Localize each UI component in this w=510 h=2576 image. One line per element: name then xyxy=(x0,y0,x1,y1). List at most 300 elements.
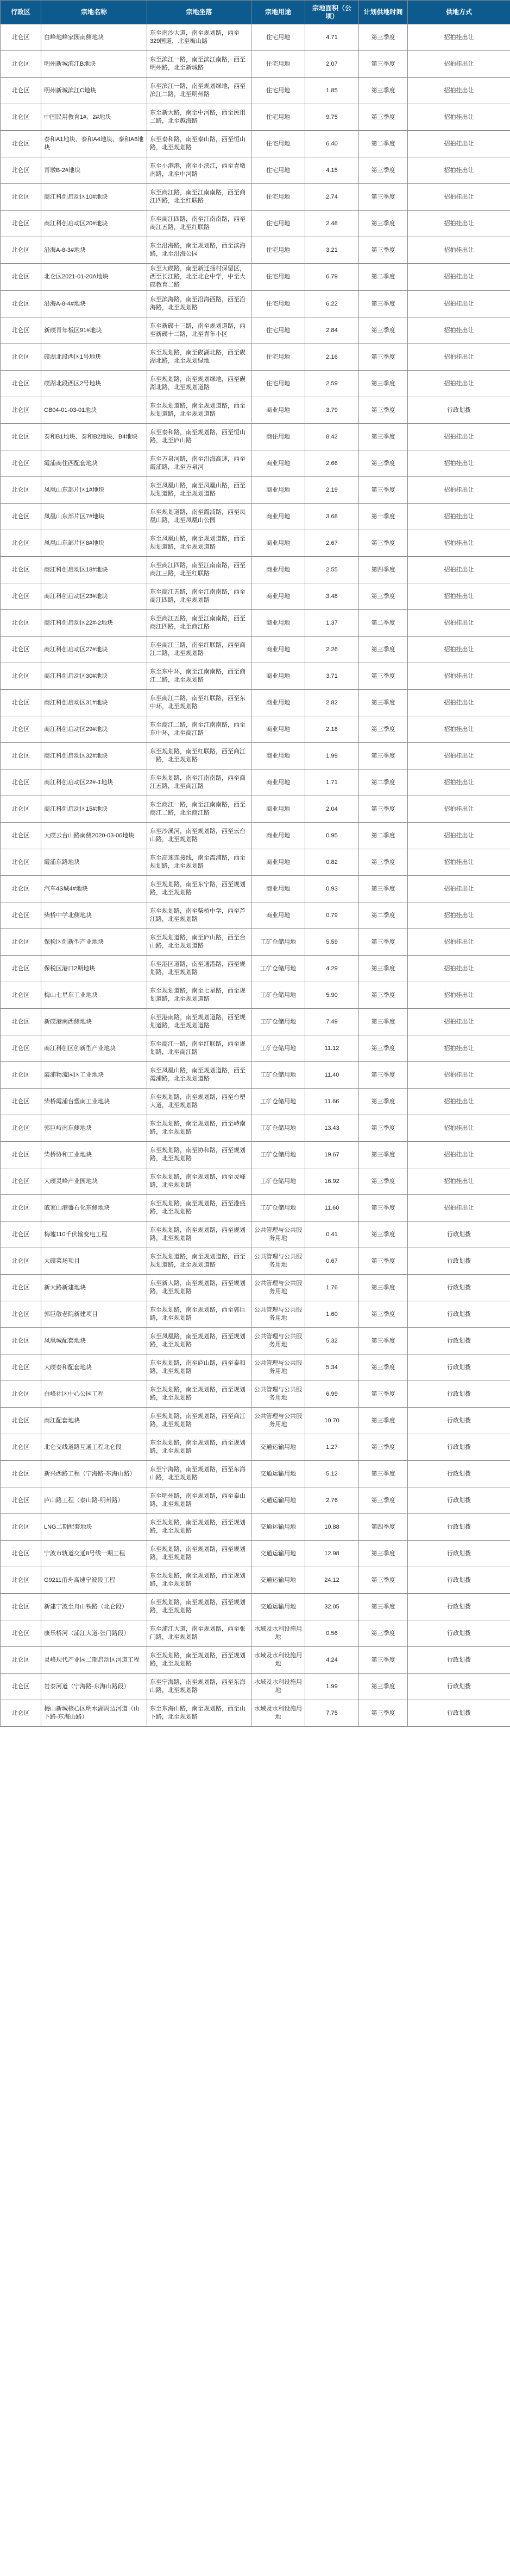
supply-time-cell: 第三季度 xyxy=(359,371,408,397)
land-use-cell: 住宅用地 xyxy=(251,317,305,344)
parcel-location-cell: 东至滨江一路，南至规划绿地，西至滨江二路，北至明州路 xyxy=(147,78,251,104)
parcel-location-cell: 东至滨江一路，南至滨江南路，西至明州路，北至新城路 xyxy=(147,51,251,78)
supply-method-cell: 招拍挂出让 xyxy=(408,24,510,51)
parcel-name-cell: 梅山七星东工业地块 xyxy=(41,982,147,1009)
land-use-cell: 住宅用地 xyxy=(251,78,305,104)
district-cell: 北仑区 xyxy=(1,344,41,371)
parcel-location-cell: 东至规划路，南至庐山路，西至泰和路，北至规划路 xyxy=(147,1354,251,1381)
land-use-cell: 住宅用地 xyxy=(251,51,305,78)
land-use-cell: 工矿仓储用地 xyxy=(251,1009,305,1035)
area-cell: 10.70 xyxy=(305,1408,359,1434)
land-use-cell: 住宅用地 xyxy=(251,184,305,211)
land-use-cell: 工矿仓储用地 xyxy=(251,956,305,982)
table-row xyxy=(1,1594,510,1620)
supply-method-cell: 行政划拨 xyxy=(408,1222,510,1248)
supply-time-cell: 第二季度 xyxy=(359,610,408,637)
supply-method-cell: 招拍挂出让 xyxy=(408,1115,510,1142)
area-cell: 2.19 xyxy=(305,477,359,504)
parcel-name-cell: 商江科创启动区20#地块 xyxy=(41,211,147,237)
parcel-location-cell: 东至新碶十三路，南至规划道路，西至新碶十二路，北至青年小区 xyxy=(147,317,251,344)
area-cell: 2.74 xyxy=(305,184,359,211)
district-cell: 北仑区 xyxy=(1,1035,41,1062)
parcel-location-cell: 东至商江五路，南至江南南路，西至商江四路，北至规划路 xyxy=(147,583,251,610)
parcel-location-cell: 东至商江二路，南至江南南路，西至东中环，北至商江路 xyxy=(147,716,251,743)
supply-time-cell: 第三季度 xyxy=(359,1541,408,1567)
table-row xyxy=(1,1674,510,1700)
supply-method-cell: 招拍挂出让 xyxy=(408,982,510,1009)
table-row xyxy=(1,1461,510,1487)
district-cell: 北仑区 xyxy=(1,291,41,317)
area-cell: 2.59 xyxy=(305,371,359,397)
parcel-location-cell: 东至凤凰山路，南至规划道路，西至霞浦路，北至规划道路 xyxy=(147,1062,251,1089)
supply-method-cell: 行政划拨 xyxy=(408,1328,510,1354)
area-cell: 11.12 xyxy=(305,1035,359,1062)
table-row xyxy=(1,929,510,956)
parcel-location-cell: 东至规划路，南至协和路，西至规划路，北至规划路 xyxy=(147,1142,251,1168)
area-cell: 6.79 xyxy=(305,264,359,291)
district-cell: 北仑区 xyxy=(1,902,41,929)
table-row xyxy=(1,1301,510,1328)
parcel-name-cell: 碶湖北段西区1号地块 xyxy=(41,344,147,371)
supply-method-cell: 招拍挂出让 xyxy=(408,211,510,237)
table-row xyxy=(1,1142,510,1168)
parcel-location-cell: 东至泰和路，南至泰山路，西至恒山路，北至规划路 xyxy=(147,131,251,157)
land-use-cell: 商业用地 xyxy=(251,610,305,637)
land-use-cell: 交通运输用地 xyxy=(251,1434,305,1461)
land-use-cell: 水域及水利设施用地 xyxy=(251,1620,305,1647)
area-cell: 0.95 xyxy=(305,823,359,849)
supply-method-cell: 招拍挂出让 xyxy=(408,450,510,477)
parcel-location-cell: 东至规划路，南至规划路，西至规划路，北至规划路 xyxy=(147,1567,251,1594)
parcel-location-cell: 东至规划路，南至东宁路，西至规划路，北至规划路 xyxy=(147,876,251,902)
table-row xyxy=(1,397,510,424)
area-cell: 6.99 xyxy=(305,1381,359,1408)
supply-method-cell: 招拍挂出让 xyxy=(408,1168,510,1195)
land-use-cell: 住宅用地 xyxy=(251,291,305,317)
table-header-row xyxy=(1,1,510,24)
table-row xyxy=(1,557,510,583)
district-cell: 北仑区 xyxy=(1,397,41,424)
supply-time-cell: 第二季度 xyxy=(359,823,408,849)
supply-method-cell: 行政划拨 xyxy=(408,1408,510,1434)
parcel-name-cell: 商江科创启动区27#地块 xyxy=(41,637,147,663)
parcel-name-cell: 沿海A-8-4#地块 xyxy=(41,291,147,317)
district-cell: 北仑区 xyxy=(1,557,41,583)
parcel-name-cell: 康乐桥河（浦江大道-张门路段） xyxy=(41,1620,147,1647)
parcel-location-cell: 东至规划路，南至规划绿地，西至碶湖北路，北至规划道路 xyxy=(147,371,251,397)
district-cell: 北仑区 xyxy=(1,211,41,237)
supply-method-cell: 招拍挂出让 xyxy=(408,663,510,690)
parcel-name-cell: 霞浦东路地块 xyxy=(41,849,147,876)
table-row xyxy=(1,1541,510,1567)
supply-time-cell: 第三季度 xyxy=(359,1461,408,1487)
parcel-name-cell: 商江科创启动区31#地块 xyxy=(41,690,147,716)
table-row xyxy=(1,1328,510,1354)
parcel-location-cell: 东至规划道路，南至霞浦路，西至凤凰山路，北至凤凰山公园 xyxy=(147,504,251,530)
area-cell: 13.43 xyxy=(305,1115,359,1142)
supply-method-cell: 行政划拨 xyxy=(408,1567,510,1594)
area-cell: 2.76 xyxy=(305,1487,359,1514)
district-cell: 北仑区 xyxy=(1,982,41,1009)
supply-method-cell: 招拍挂出让 xyxy=(408,743,510,769)
area-cell: 3.48 xyxy=(305,583,359,610)
supply-time-cell: 第三季度 xyxy=(359,1222,408,1248)
parcel-location-cell: 东至滨海路，南至沿海西路，西至沿海路，北至规划路 xyxy=(147,291,251,317)
land-use-cell: 商业用地 xyxy=(251,823,305,849)
land-use-cell: 工矿仓储用地 xyxy=(251,1035,305,1062)
table-row xyxy=(1,583,510,610)
parcel-name-cell: 大碶云台山路南侧2020-03-06地块 xyxy=(41,823,147,849)
land-use-cell: 交通运输用地 xyxy=(251,1541,305,1567)
land-use-cell: 商业用地 xyxy=(251,504,305,530)
parcel-name-cell: 商江科创启动区18#地块 xyxy=(41,557,147,583)
land-use-cell: 工矿仓储用地 xyxy=(251,1195,305,1222)
supply-method-cell: 招拍挂出让 xyxy=(408,929,510,956)
parcel-name-cell: 凤凰山东部片区7#地块 xyxy=(41,504,147,530)
parcel-name-cell: 梅墟110千伏输变电工程 xyxy=(41,1222,147,1248)
supply-time-cell: 第三季度 xyxy=(359,849,408,876)
district-cell: 北仑区 xyxy=(1,51,41,78)
district-cell: 北仑区 xyxy=(1,929,41,956)
land-use-cell: 水域及水利设施用地 xyxy=(251,1700,305,1727)
supply-time-cell: 第三季度 xyxy=(359,1408,408,1434)
parcel-location-cell: 东至商江一路，南至江南南路，西至商江二路，北至商江路 xyxy=(147,796,251,823)
parcel-name-cell: 沿海A-8-3#地块 xyxy=(41,237,147,264)
area-cell: 12.98 xyxy=(305,1541,359,1567)
land-use-cell: 工矿仓储用地 xyxy=(251,1062,305,1089)
supply-method-cell: 招拍挂出让 xyxy=(408,184,510,211)
land-use-cell: 公共管理与公共服务用地 xyxy=(251,1275,305,1301)
supply-method-cell: 招拍挂出让 xyxy=(408,956,510,982)
area-cell: 0.82 xyxy=(305,849,359,876)
table-row xyxy=(1,743,510,769)
table-row xyxy=(1,157,510,184)
parcel-location-cell: 东至规划路，南至碶湖北路，西至碶湖北路，北至规划绿地 xyxy=(147,344,251,371)
supply-method-cell: 招拍挂出让 xyxy=(408,1195,510,1222)
land-use-cell: 交通运输用地 xyxy=(251,1461,305,1487)
area-cell: 5.32 xyxy=(305,1328,359,1354)
area-cell: 1.60 xyxy=(305,1301,359,1328)
district-cell: 北仑区 xyxy=(1,769,41,796)
parcel-name-cell: CB04-01-03-01地块 xyxy=(41,397,147,424)
table-row xyxy=(1,1248,510,1275)
land-use-cell: 交通运输用地 xyxy=(251,1594,305,1620)
table-row xyxy=(1,663,510,690)
district-cell: 北仑区 xyxy=(1,1195,41,1222)
table-row xyxy=(1,51,510,78)
supply-time-cell: 第三季度 xyxy=(359,1301,408,1328)
district-cell: 北仑区 xyxy=(1,796,41,823)
supply-time-cell: 第三季度 xyxy=(359,1115,408,1142)
parcel-location-cell: 东至浦江大道，南至规划路，西至张门路，北至规划路 xyxy=(147,1620,251,1647)
parcel-name-cell: 岩泰河道（宁海路-东海山路段） xyxy=(41,1674,147,1700)
table-row xyxy=(1,1487,510,1514)
table-row xyxy=(1,344,510,371)
table-row xyxy=(1,371,510,397)
supply-time-cell: 第三季度 xyxy=(359,1674,408,1700)
header-parcel-location: 宗地坐落 xyxy=(147,1,251,24)
table-row xyxy=(1,24,510,51)
parcel-location-cell: 东至商江一路，南至红联路，西至规划路，北至商江路 xyxy=(147,1035,251,1062)
parcel-name-cell: 泰和A1地块、泰和A4地块、泰和A6地块 xyxy=(41,131,147,157)
area-cell: 6.40 xyxy=(305,131,359,157)
supply-time-cell: 第二季度 xyxy=(359,769,408,796)
supply-method-cell: 招拍挂出让 xyxy=(408,344,510,371)
land-use-cell: 公共管理与公共服务用地 xyxy=(251,1222,305,1248)
supply-method-cell: 招拍挂出让 xyxy=(408,1009,510,1035)
supply-method-cell: 行政划拨 xyxy=(408,1275,510,1301)
land-use-cell: 商业用地 xyxy=(251,397,305,424)
table-row xyxy=(1,131,510,157)
supply-method-cell: 招拍挂出让 xyxy=(408,477,510,504)
supply-method-cell: 行政划拨 xyxy=(408,1301,510,1328)
district-cell: 北仑区 xyxy=(1,1514,41,1541)
parcel-location-cell: 东至泰和路，南至规划路，西至恒山路，北至庐山路 xyxy=(147,424,251,450)
parcel-location-cell: 东至商江四路，南至江南南路，西至商江五路，北至红联路 xyxy=(147,211,251,237)
table-body xyxy=(1,24,510,1727)
land-use-cell: 商业用地 xyxy=(251,902,305,929)
parcel-name-cell: 保税区港口2期地块 xyxy=(41,956,147,982)
parcel-location-cell: 东至商江五路，南至江南南路，西至商江四路，北至商江路 xyxy=(147,610,251,637)
district-cell: 北仑区 xyxy=(1,264,41,291)
district-cell: 北仑区 xyxy=(1,1142,41,1168)
area-cell: 7.49 xyxy=(305,1009,359,1035)
parcel-name-cell: LNG二期配套地块 xyxy=(41,1514,147,1541)
parcel-name-cell: 商江科创启动区29#地块 xyxy=(41,716,147,743)
parcel-location-cell: 东至商江四路，南至江南南路，西至商江三路，北至红联路 xyxy=(147,557,251,583)
header-parcel-name: 宗地名称 xyxy=(41,1,147,24)
supply-time-cell: 第三季度 xyxy=(359,716,408,743)
area-cell: 5.34 xyxy=(305,1354,359,1381)
parcel-location-cell: 东至凤凰山路，南至凤凰山路，西至规划道路，北至规划道路 xyxy=(147,477,251,504)
land-use-cell: 工矿仓储用地 xyxy=(251,982,305,1009)
area-cell: 2.48 xyxy=(305,211,359,237)
parcel-location-cell: 东至南沙大道，南至规划路，西至329国道，北至梅山路 xyxy=(147,24,251,51)
area-cell: 4.71 xyxy=(305,24,359,51)
parcel-name-cell: 商江科创启动区22#-1地块 xyxy=(41,769,147,796)
supply-method-cell: 招拍挂出让 xyxy=(408,157,510,184)
supply-method-cell: 招拍挂出让 xyxy=(408,690,510,716)
area-cell: 1.99 xyxy=(305,743,359,769)
supply-time-cell: 第三季度 xyxy=(359,344,408,371)
table-row xyxy=(1,1434,510,1461)
parcel-location-cell: 东至沿海路，南至规划路，西至滨海路，北至沿海公园 xyxy=(147,237,251,264)
parcel-name-cell: 新大路新建地块 xyxy=(41,1275,147,1301)
supply-time-cell: 第三季度 xyxy=(359,1594,408,1620)
table-row xyxy=(1,823,510,849)
supply-method-cell: 招拍挂出让 xyxy=(408,78,510,104)
supply-method-cell: 招拍挂出让 xyxy=(408,291,510,317)
table-row xyxy=(1,637,510,663)
supply-method-cell: 招拍挂出让 xyxy=(408,371,510,397)
area-cell: 19.67 xyxy=(305,1142,359,1168)
supply-method-cell: 招拍挂出让 xyxy=(408,1062,510,1089)
parcel-name-cell: 大碶灵峰产业园地块 xyxy=(41,1168,147,1195)
district-cell: 北仑区 xyxy=(1,956,41,982)
area-cell: 2.04 xyxy=(305,796,359,823)
table-row xyxy=(1,104,510,131)
parcel-name-cell: 凤凰城配套地块 xyxy=(41,1328,147,1354)
parcel-name-cell: 中国民用教育1#、2#地块 xyxy=(41,104,147,131)
supply-time-cell: 第二季度 xyxy=(359,264,408,291)
supply-method-cell: 招拍挂出让 xyxy=(408,876,510,902)
supply-time-cell: 第三季度 xyxy=(359,424,408,450)
table-row xyxy=(1,690,510,716)
parcel-location-cell: 东至宁海路，南至规划路，西至东海山路，北至规划路 xyxy=(147,1461,251,1487)
parcel-name-cell: 北仑区2021-01-20A地块 xyxy=(41,264,147,291)
district-cell: 北仑区 xyxy=(1,1301,41,1328)
supply-method-cell: 行政划拨 xyxy=(408,1354,510,1381)
parcel-location-cell: 东至规划道路，南至规划道路，西至规划道路，北至规划道路 xyxy=(147,397,251,424)
area-cell: 0.67 xyxy=(305,1248,359,1275)
supply-time-cell: 第四季度 xyxy=(359,557,408,583)
district-cell: 北仑区 xyxy=(1,1354,41,1381)
land-use-cell: 住宅用地 xyxy=(251,264,305,291)
parcel-name-cell: 戚家山港盛石化东侧地块 xyxy=(41,1195,147,1222)
supply-time-cell: 第二季度 xyxy=(359,902,408,929)
parcel-name-cell: 庐山路工程（泰山路-明州路） xyxy=(41,1487,147,1514)
district-cell: 北仑区 xyxy=(1,1594,41,1620)
supply-method-cell: 招拍挂出让 xyxy=(408,131,510,157)
table-row xyxy=(1,211,510,237)
supply-time-cell: 第四季度 xyxy=(359,1514,408,1541)
parcel-name-cell: 明州新城滨江C地块 xyxy=(41,78,147,104)
district-cell: 北仑区 xyxy=(1,1275,41,1301)
land-use-cell: 商业用地 xyxy=(251,477,305,504)
supply-method-cell: 行政划拨 xyxy=(408,1381,510,1408)
district-cell: 北仑区 xyxy=(1,1062,41,1089)
parcel-name-cell: 灵峰现代产业园二期启动区河道工程 xyxy=(41,1647,147,1674)
district-cell: 北仑区 xyxy=(1,1541,41,1567)
supply-time-cell: 第三季度 xyxy=(359,796,408,823)
supply-method-cell: 行政划拨 xyxy=(408,1461,510,1487)
area-cell: 2.26 xyxy=(305,637,359,663)
land-use-cell: 商业用地 xyxy=(251,849,305,876)
table-row xyxy=(1,769,510,796)
supply-time-cell: 第三季度 xyxy=(359,237,408,264)
district-cell: 北仑区 xyxy=(1,184,41,211)
land-use-cell: 商住用地 xyxy=(251,424,305,450)
parcel-location-cell: 东至规划道路，南至七星路，西至规划道路，北至规划道路 xyxy=(147,982,251,1009)
supply-method-cell: 行政划拨 xyxy=(408,1674,510,1700)
parcel-location-cell: 东至凤凰山路，南至规划道路，西至规划道路，北至规划道路 xyxy=(147,530,251,557)
table-row xyxy=(1,849,510,876)
supply-time-cell: 第三季度 xyxy=(359,397,408,424)
district-cell: 北仑区 xyxy=(1,849,41,876)
parcel-name-cell: 商江科创启动区32#地块 xyxy=(41,743,147,769)
land-use-cell: 工矿仓储用地 xyxy=(251,1142,305,1168)
area-cell: 4.15 xyxy=(305,157,359,184)
supply-method-cell: 招拍挂出让 xyxy=(408,51,510,78)
table-row xyxy=(1,184,510,211)
land-use-cell: 商业用地 xyxy=(251,716,305,743)
supply-time-cell: 第三季度 xyxy=(359,1567,408,1594)
parcel-name-cell: 青墩B-2#地块 xyxy=(41,157,147,184)
district-cell: 北仑区 xyxy=(1,1328,41,1354)
area-cell: 2.07 xyxy=(305,51,359,78)
supply-time-cell: 第三季度 xyxy=(359,1275,408,1301)
parcel-location-cell: 东至沙溪河，南至规划路，西至云台山路，北至规划路 xyxy=(147,823,251,849)
supply-method-cell: 招拍挂出让 xyxy=(408,823,510,849)
district-cell: 北仑区 xyxy=(1,1487,41,1514)
area-cell: 5.59 xyxy=(305,929,359,956)
supply-method-cell: 行政划拨 xyxy=(408,1620,510,1647)
parcel-name-cell: 泰和B1地块、泰和B2地块、B4地块 xyxy=(41,424,147,450)
area-cell: 11.60 xyxy=(305,1195,359,1222)
district-cell: 北仑区 xyxy=(1,690,41,716)
supply-method-cell: 行政划拨 xyxy=(408,1434,510,1461)
area-cell: 1.27 xyxy=(305,1434,359,1461)
table-row xyxy=(1,1381,510,1408)
parcel-location-cell: 东至商江三路，南至红联路，西至商江二路，北至规划路 xyxy=(147,637,251,663)
district-cell: 北仑区 xyxy=(1,371,41,397)
parcel-name-cell: 霞浦商住西配套地块 xyxy=(41,450,147,477)
parcel-name-cell: 商江科创启动区15#地块 xyxy=(41,796,147,823)
area-cell: 3.71 xyxy=(305,663,359,690)
parcel-name-cell: 北仑交线道路互通工程北仑段 xyxy=(41,1434,147,1461)
district-cell: 北仑区 xyxy=(1,1089,41,1115)
area-cell: 3.21 xyxy=(305,237,359,264)
district-cell: 北仑区 xyxy=(1,1674,41,1700)
land-use-cell: 住宅用地 xyxy=(251,157,305,184)
supply-time-cell: 第三季度 xyxy=(359,663,408,690)
table-row xyxy=(1,1647,510,1674)
district-cell: 北仑区 xyxy=(1,104,41,131)
table-row xyxy=(1,1195,510,1222)
parcel-location-cell: 东至规划路，南至规划路，西至峙南路，北至规划路 xyxy=(147,1115,251,1142)
table-row xyxy=(1,1168,510,1195)
area-cell: 1.71 xyxy=(305,769,359,796)
land-use-cell: 商业用地 xyxy=(251,637,305,663)
parcel-location-cell: 东至东中环，南至江南南路，西至商江二路，北至规划路 xyxy=(147,663,251,690)
parcel-name-cell: 新碶青年板区91#地块 xyxy=(41,317,147,344)
land-use-cell: 公共管理与公共服务用地 xyxy=(251,1408,305,1434)
supply-method-cell: 招拍挂出让 xyxy=(408,1035,510,1062)
area-cell: 1.37 xyxy=(305,610,359,637)
land-use-cell: 住宅用地 xyxy=(251,237,305,264)
area-cell: 0.41 xyxy=(305,1222,359,1248)
supply-time-cell: 第三季度 xyxy=(359,1647,408,1674)
land-use-cell: 商业用地 xyxy=(251,690,305,716)
parcel-location-cell: 东至宁海路，南至规划路，西至东海山路，北至规划路 xyxy=(147,1674,251,1700)
parcel-location-cell: 东至规划路，南至规划路，西至灵峰路，北至规划路 xyxy=(147,1168,251,1195)
supply-time-cell: 第三季度 xyxy=(359,1700,408,1727)
parcel-name-cell: G9211甬舟高速宁波段工程 xyxy=(41,1567,147,1594)
district-cell: 北仑区 xyxy=(1,78,41,104)
district-cell: 北仑区 xyxy=(1,637,41,663)
district-cell: 北仑区 xyxy=(1,1461,41,1487)
supply-time-cell: 第三季度 xyxy=(359,1168,408,1195)
supply-time-cell: 第三季度 xyxy=(359,291,408,317)
parcel-location-cell: 东至规划路，南至柴桥中学，西至芦江路，北至规划路 xyxy=(147,902,251,929)
district-cell: 北仑区 xyxy=(1,504,41,530)
parcel-location-cell: 东至规划路，南至江南南路，西至商江五路，北至商江路 xyxy=(147,769,251,796)
district-cell: 北仑区 xyxy=(1,317,41,344)
area-cell: 2.66 xyxy=(305,450,359,477)
supply-method-cell: 招拍挂出让 xyxy=(408,610,510,637)
land-use-cell: 商业用地 xyxy=(251,530,305,557)
supply-time-cell: 第三季度 xyxy=(359,51,408,78)
parcel-name-cell: 商江科创启动区23#地块 xyxy=(41,583,147,610)
table-row xyxy=(1,1035,510,1062)
supply-method-cell: 招拍挂出让 xyxy=(408,637,510,663)
parcel-name-cell: 新建宁波至舟山铁路（北仑段） xyxy=(41,1594,147,1620)
area-cell: 0.79 xyxy=(305,902,359,929)
supply-method-cell: 招拍挂出让 xyxy=(408,1089,510,1115)
district-cell: 北仑区 xyxy=(1,1248,41,1275)
parcel-location-cell: 东至规划路，南至规划路，西至规划路，北至规划路 xyxy=(147,1541,251,1567)
area-cell: 11.40 xyxy=(305,1062,359,1089)
